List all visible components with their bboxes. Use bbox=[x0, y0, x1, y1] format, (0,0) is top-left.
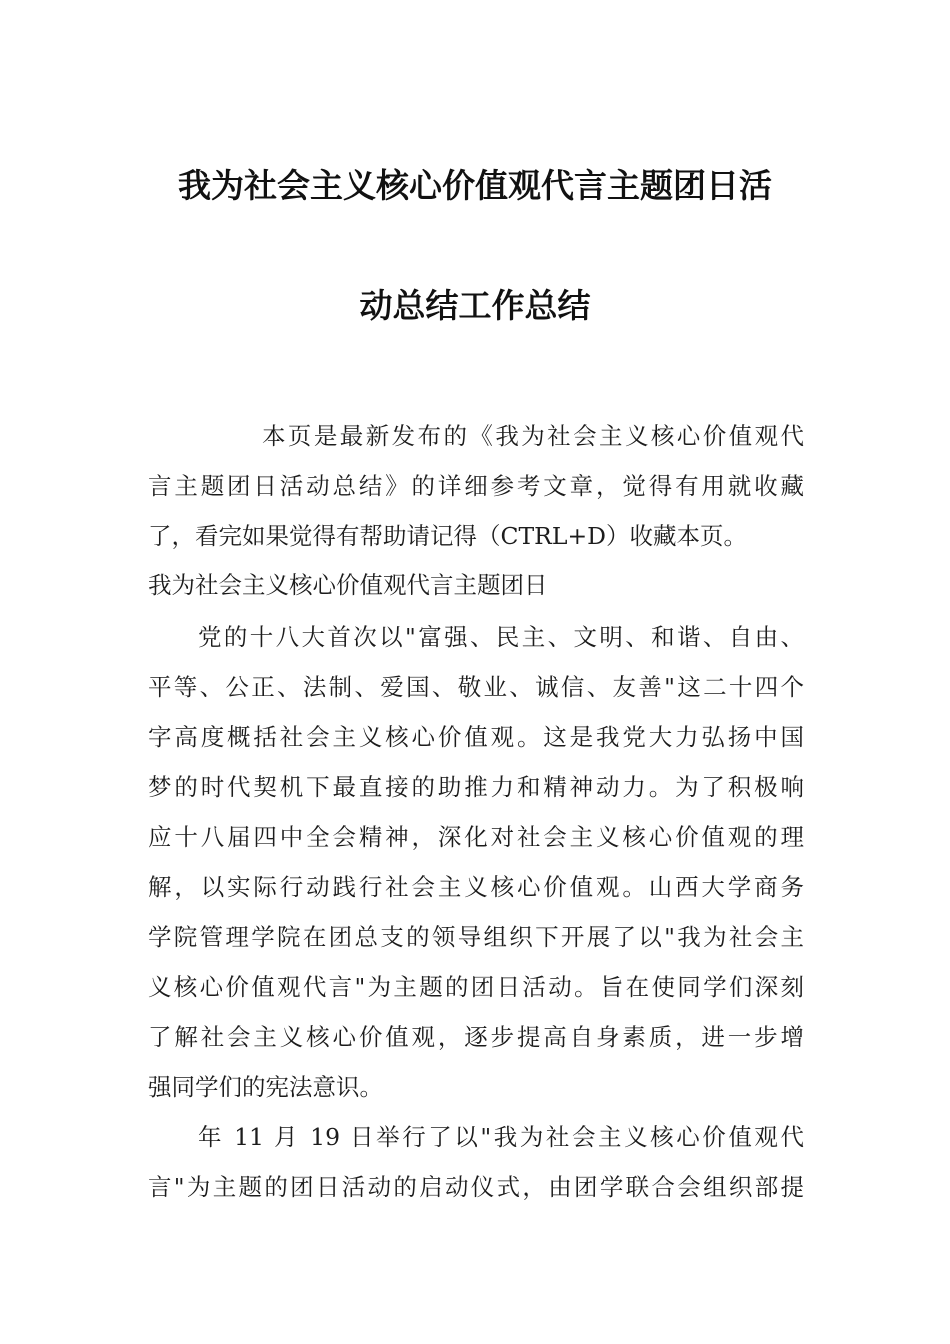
paragraph-line: 梦的时代契机下最直接的助推力和精神动力。为了积极响 bbox=[148, 773, 804, 801]
paragraph-line: 应十八届四中全会精神，深化对社会主义核心价值观的理 bbox=[148, 823, 804, 851]
paragraph-line: 言"为主题的团日活动的启动仪式，由团学联合会组织部提 bbox=[148, 1173, 804, 1201]
intro-line: 言主题团日活动总结》的详细参考文章，觉得有用就收藏 bbox=[148, 472, 804, 500]
paragraph-line: 字高度概括社会主义核心价值观。这是我党大力弘扬中国 bbox=[148, 723, 804, 751]
paragraph-line: 解，以实际行动践行社会主义核心价值观。山西大学商务 bbox=[148, 873, 804, 901]
intro-line: 本页是最新发布的《我为社会主义核心价值观代 bbox=[262, 422, 804, 450]
paragraph-line: 义核心价值观代言"为主题的团日活动。旨在使同学们深刻 bbox=[148, 973, 804, 1001]
document-title-line-2: 动总结工作总结 bbox=[359, 286, 591, 325]
intro-line: 了，看完如果觉得有帮助请记得（CTRL+D）收藏本页。 bbox=[148, 522, 747, 550]
subheading: 我为社会主义核心价值观代言主题团日 bbox=[148, 571, 548, 599]
paragraph-line: 党的十八大首次以"富强、民主、文明、和谐、自由、 bbox=[198, 623, 804, 651]
paragraph-line: 学院管理学院在团总支的领导组织下开展了以"我为社会主 bbox=[148, 923, 804, 951]
document-title-line-1: 我为社会主义核心价值观代言主题团日活 bbox=[178, 166, 772, 205]
paragraph-line: 了解社会主义核心价值观，逐步提高自身素质，进一步增 bbox=[148, 1023, 804, 1051]
paragraph-line: 强同学们的宪法意识。 bbox=[148, 1073, 383, 1101]
paragraph-line: 年 11 月 19 日举行了以"我为社会主义核心价值观代 bbox=[198, 1123, 804, 1151]
paragraph-line: 平等、公正、法制、爱国、敬业、诚信、友善"这二十四个 bbox=[148, 673, 804, 701]
